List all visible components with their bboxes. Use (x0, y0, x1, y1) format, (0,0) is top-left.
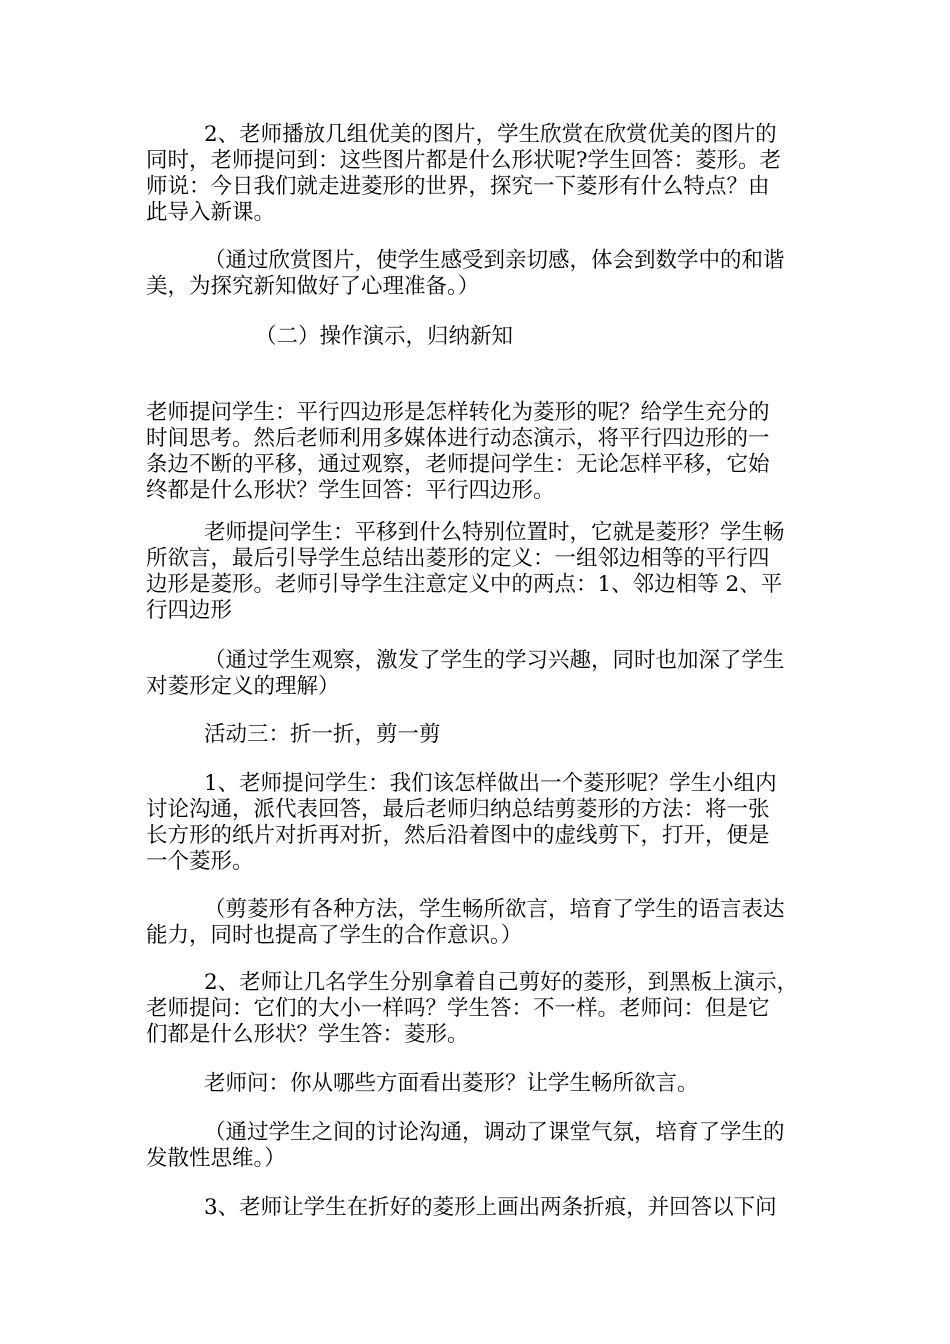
paragraph-note-observation (146, 648, 818, 700)
text-line: 们都是什么形状？学生答：菱形。 (146, 1022, 469, 1047)
activity-three-title (204, 722, 441, 748)
section-heading-text: （二）操作演示，归纳新知 (255, 324, 514, 349)
text-line: 老师问：你从哪些方面看出菱形？让学生畅所欲言。 (204, 1071, 699, 1096)
paragraph-parallelogram-question (146, 400, 818, 504)
activity-title-text: 活动三：折一折，剪一剪 (204, 722, 441, 747)
paragraph-creases (146, 1195, 818, 1221)
text-line: （通过学生观察，激发了学生的学习兴趣，同时也加深了学生 (204, 648, 785, 673)
text-line: 时间思考。然后老师利用多媒体进行动态演示，将平行四边形的一 (146, 426, 770, 451)
paragraph-note-cutting (146, 897, 818, 949)
text-line: 老师提问学生：平移到什么特别位置时，它就是菱形？学生畅 (204, 520, 785, 545)
text-line: 长方形的纸片对折再对折，然后沿着图中的虚线剪下，打开，便是 (146, 823, 770, 848)
text-line: 能力，同时也提高了学生的合作意识。） (146, 923, 523, 948)
text-line: 对菱形定义的理解） (146, 674, 340, 699)
text-line: （剪菱形有各种方法，学生畅所欲言，培育了学生的语言表达 (204, 897, 785, 922)
text-line: 讨论沟通，派代表回答，最后老师归纳总结剪菱形的方法：将一张 (146, 797, 770, 822)
text-line: （通过欣赏图片，使学生感受到亲切感，体会到数学中的和谐 (204, 248, 785, 273)
text-line: 所欲言，最后引导学生总结出菱形的定义：一组邻边相等的平行四 (146, 546, 770, 571)
paragraph-blackboard-demo (146, 970, 818, 1048)
text-line: 终都是什么形状？学生回答：平行四边形。 (146, 478, 555, 503)
text-line: 师说：今日我们就走进菱形的世界，探究一下菱形有什么特点？由 (146, 174, 770, 199)
text-line: 1、老师提问学生：我们该怎样做出一个菱形呢？学生小组内 (204, 771, 777, 796)
text-line: 行四边形 (146, 598, 233, 623)
section-heading (255, 324, 513, 350)
text-line: （通过学生之间的讨论沟通，调动了课堂气氛，培育了学生的 (204, 1120, 785, 1145)
text-line: 美，为探究新知做好了心理准备。） (146, 274, 480, 299)
paragraph-teacher-asks (204, 1071, 699, 1097)
text-line: 发散性思维。） (146, 1146, 286, 1171)
text-line: 老师提问学生：平行四边形是怎样转化为菱形的呢？给学生充分的 (146, 400, 770, 425)
paragraph-intro-images (146, 122, 818, 226)
text-line: 同时，老师提问到：这些图片都是什么形状呢?学生回答：菱形。老 (146, 148, 782, 173)
text-line: 边形是菱形。老师引导学生注意定义中的两点：1、邻边相等 2、平 (146, 572, 783, 597)
paragraph-note-discussion (146, 1120, 818, 1172)
text-line: 一个菱形。 (146, 849, 254, 874)
text-line: 3、老师让学生在折好的菱形上画出两条折痕，并回答以下问 (204, 1195, 777, 1220)
paragraph-note-images (146, 248, 818, 300)
text-line: 此导入新课。 (146, 200, 276, 225)
paragraph-cutting-method (146, 771, 818, 875)
text-line: 老师提问：它们的大小一样吗？学生答：不一样。老师问：但是它 (146, 996, 770, 1021)
text-line: 2、老师播放几组优美的图片，学生欣赏在欣赏优美的图片的 (204, 122, 777, 147)
text-line: 条边不断的平移，通过观察，老师提问学生：无论怎样平移，它始 (146, 452, 770, 477)
paragraph-rhombus-definition (146, 520, 818, 624)
text-line: 2、老师让几名学生分别拿着自己剪好的菱形，到黑板上演示， (204, 970, 799, 995)
